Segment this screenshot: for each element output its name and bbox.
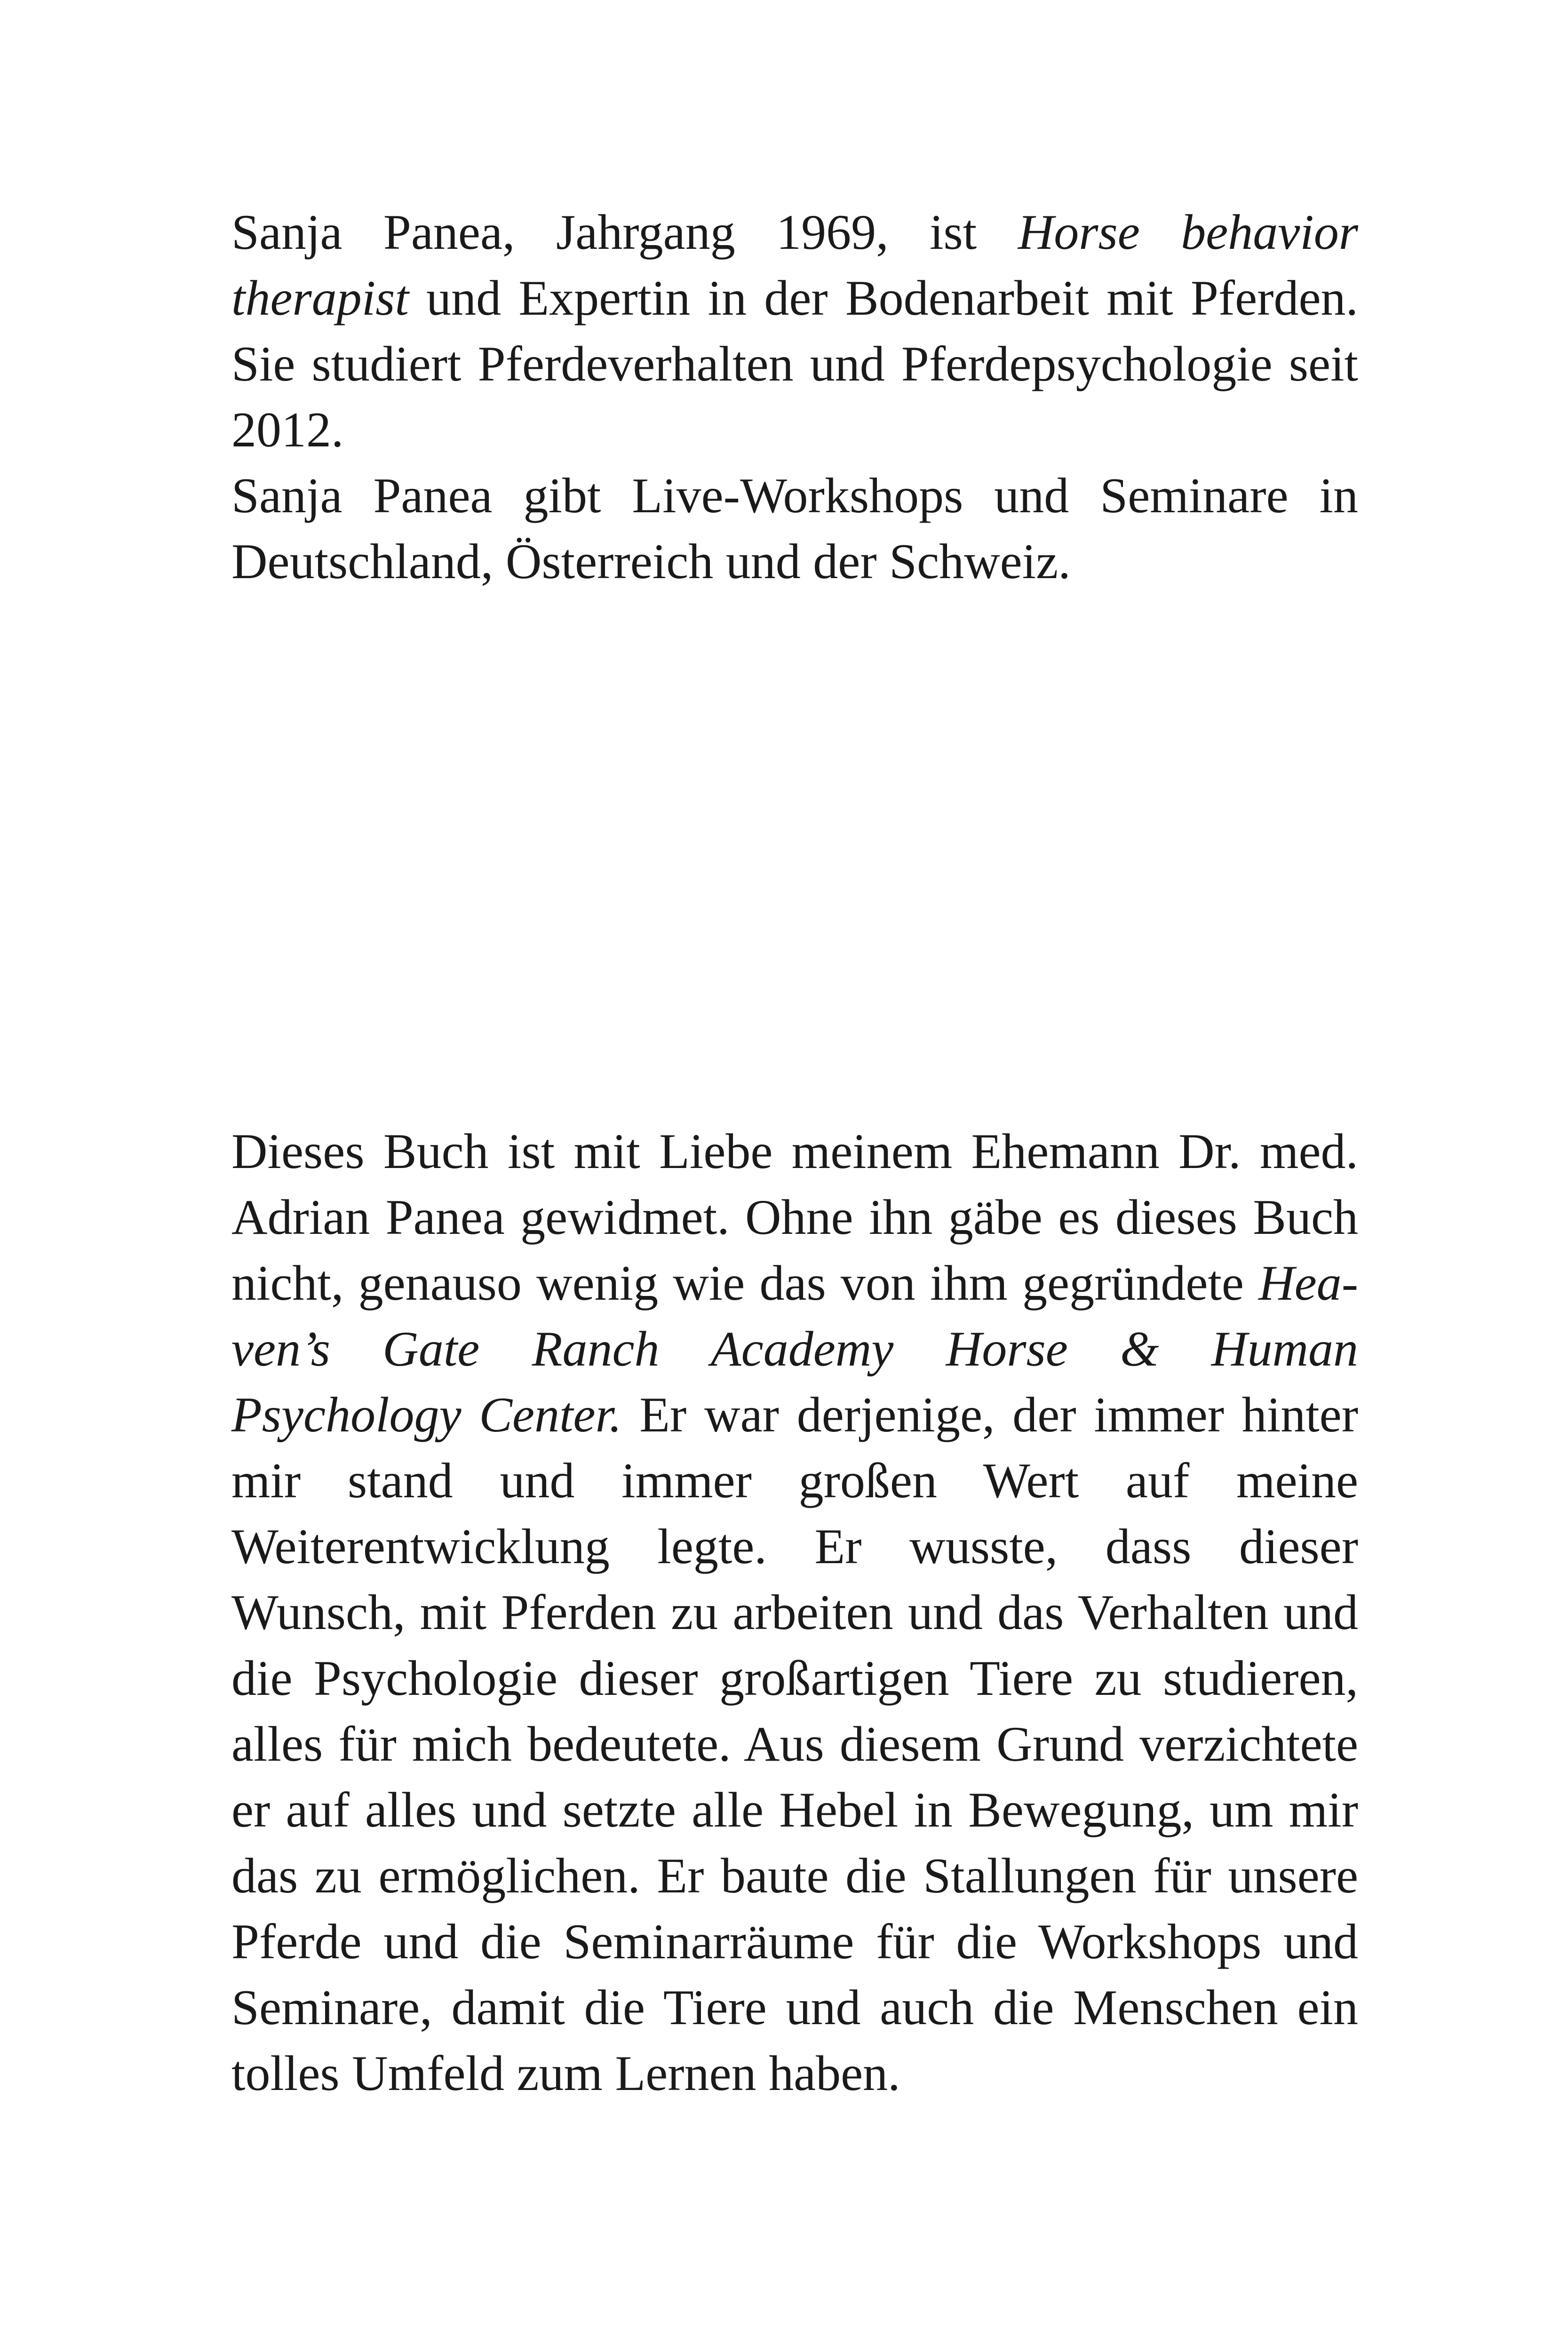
dedication-paragraph: [231, 1119, 1358, 2106]
bio-text-start: Sanja Panea, Jahrgang 1969, ist: [231, 205, 1018, 260]
bio-paragraph-1: [231, 199, 1358, 463]
bio-paragraph-2: Sanja Panea gibt Live-Workshops und Seminare in Deutschland, Österreich und der Schweiz.: [231, 468, 1358, 589]
dedication-text-start: Dieses Buch ist mit Liebe meinem Ehemann Dr. med. Adrian Panea gewidmet. Ohne ihn gäbe es dieses Buch nicht, genauso wenig wie das von ihm gegründete: [231, 1124, 1358, 1311]
author-bio: [231, 199, 1358, 595]
dedication: [231, 1119, 1358, 2106]
dedication-text-end: Er war derjenige, der immer hinter mir stand und immer großen Wert auf meine Weiterentwicklung legte. Er wusste, dass dieser Wunsch, mit Pferden zu arbeiten und das Verhalten und die Psychologie dieser großartigen Tiere zu studieren, alles für mich bedeutete. Aus diesem Grund verzichtete er auf alles und setzte alle Hebel in Bewegung, um mir das zu ermöglichen. Er baute die Stallungen für unsere Pferde und die Seminarräume für die Workshops und Seminare, damit die Tiere und auch die Menschen ein tolles Umfeld zum Lernen haben.: [231, 1387, 1359, 2101]
academy-name: Heaven’s Gate Ranch Academy Horse & Human Psychology Center.: [231, 1255, 1358, 1442]
bio-job-title: Horse behavior therapist: [231, 205, 1358, 326]
bio-text-end: und Expertin in der Bodenarbeit mit Pferden. Sie studiert Pferdeverhalten und Pferdepsychologie seit 2012.: [231, 270, 1358, 457]
